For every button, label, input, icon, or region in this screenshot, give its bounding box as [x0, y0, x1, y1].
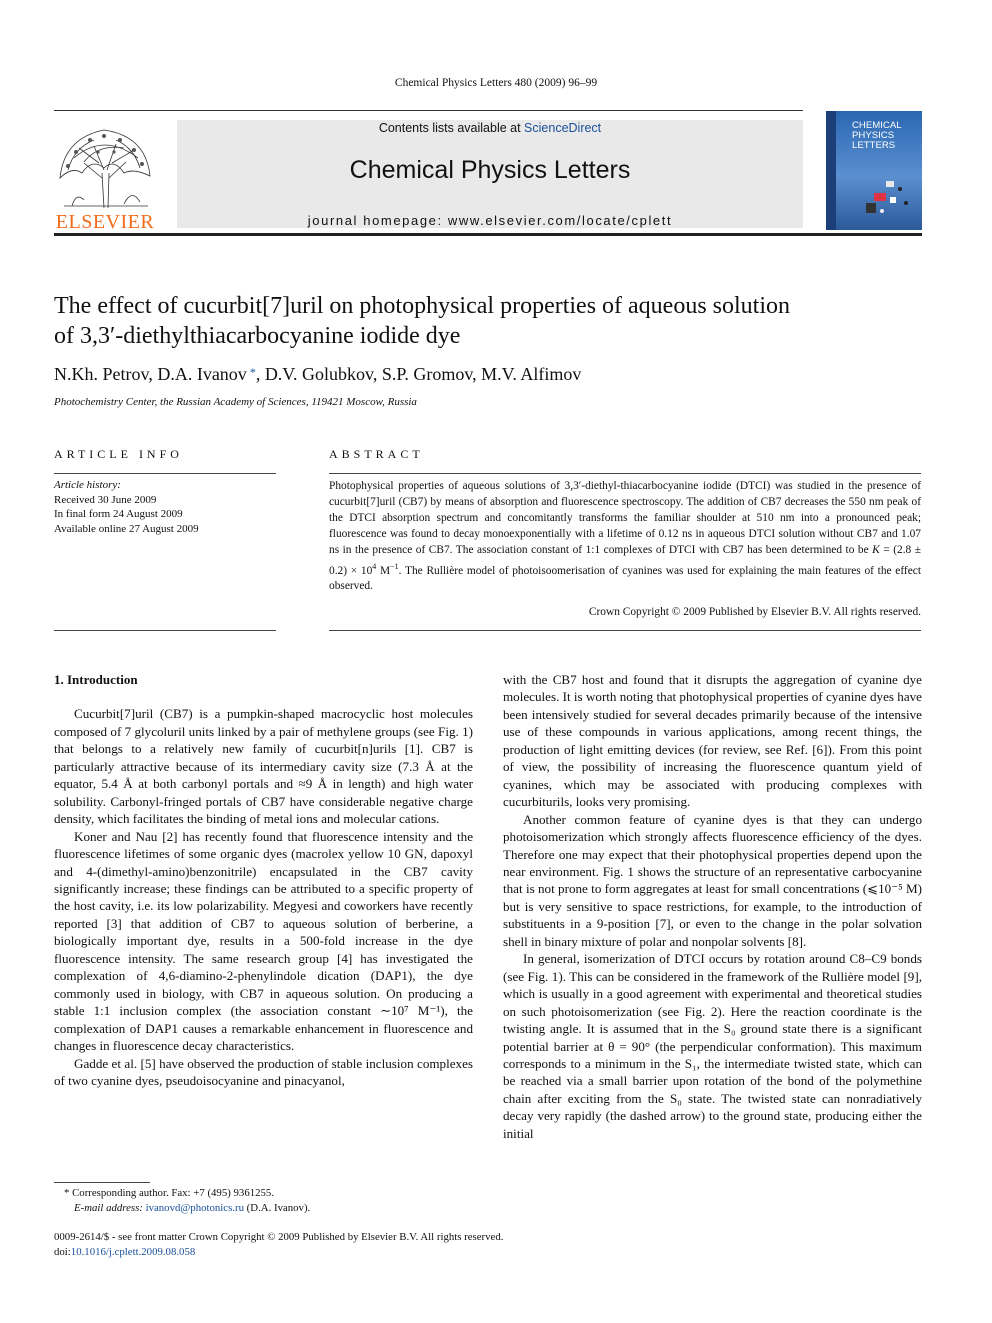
bottom-info: 0009-2614/$ - see front matter Crown Copyright © 2009 Published by Elsevier B.V. All rights reserved. doi:10.1016/j.cplett.2009.08.058 [54, 1231, 504, 1258]
section-heading-introduction: 1. Introduction [54, 672, 138, 687]
contents-prefix: Contents lists available at [378, 121, 525, 135]
contents-line [177, 121, 803, 135]
journal-name: Chemical Physics Letters [349, 156, 631, 184]
article-title: The effect of cucurbit[7]uril on photophysical properties of aqueous solution of 3,3′-diethylthiacarbocyanine iodide dye [54, 293, 791, 349]
cover-stripe [826, 111, 836, 230]
paragraph: Gadde et al. [5] have observed the production of stable inclusion complexes of two cyanine dyes, pseudoisocyanine and pinacyanol, [54, 1055, 473, 1088]
paragraph: Another common feature of cyanine dyes is that they can undergo photoisomerization which strongly affects fluorescence efficiency of the dyes. Therefore one may expect that their photophysical properties depend upon the near environment. Fig. 1 shows the structure of an representative carbocyanine that is not prone to form aggregates at least for small concentrations (⩽10⁻⁵ M) but is very sensitive to space restrictions, for example, to the introduction of substituents in a 9-position [7], or even to the change in the polar solvation shell in binary mixture of polar and nonpolar solvents [8]. [503, 811, 922, 949]
running-head: Chemical Physics Letters 480 (2009) 96–99 [394, 77, 598, 89]
article-info-rule-bottom [54, 630, 276, 631]
footnote: * Corresponding author. Fax: +7 (495) 9361255. E-mail address: ivanovd@photonics.ru (D.A. Ivanov). [64, 1187, 311, 1214]
header-rule-bottom [54, 233, 922, 236]
abstract-heading: ABSTRACT [329, 447, 424, 461]
corresponding-mark[interactable]: * [246, 365, 256, 379]
abstract-text: Photophysical properties of aqueous solutions of 3,3′-diethyl-thiacarbocyanine iodide (DTCI) was studied in the presence of cucurbit[7]uril (CB7) by means of absorption and fluorescence spectroscopy. The addition of CB7 decreases the 550 nm peak of the DTCI absorption spectrum and concomitantly transforms the familiar shoulder at 510 nm into a pronounced peak; fluorescence was found to decay monoexponentially with a lifetime of 0.12 ns in aqueous DTCI solution without CB7 and 1.07 ns in the presence of CB7. The association constant of 1:1 complexes of DTCI with CB7 has been determined to be $K = (2.8 \pm 0.2) \times 10^4$ $M^{-1}$. The Rullière model of photoisoomerisation of cyanines was used for explaining the main features of the effect observed. [329, 480, 922, 593]
doi-link[interactable]: 10.1016/j.cplett.2009.08.058 [70, 1245, 196, 1258]
abstract-copyright: Crown Copyright © 2009 Published by Elsevier B.V. All rights reserved. [588, 606, 921, 618]
email-link[interactable]: ivanovd@photonics.ru [145, 1201, 244, 1214]
paragraph: with the CB7 host and found that it disrupts the aggregation of cyanine dye molecules. It is worth noting that photophysical properties of cyanine dyes have been intensively studied for several decades primarily because of the intensive use of these compounds in various applications, among recent things, the production of light emitting devices (for review, see Ref. [6]). From this point of view, the possibility of increasing the fluorescence quantum yield of cyanines, which may be associated with producing complexes with cucurbiturils, looks very promising. [503, 672, 922, 810]
abstract-rule-bottom [329, 630, 921, 631]
journal-homepage[interactable]: journal homepage: www.elsevier.com/locate/cplett [307, 213, 673, 228]
header-rule-top [54, 110, 803, 111]
author-list: N.Kh. Petrov, D.A. Ivanov *, D.V. Golubkov, S.P. Gromov, M.V. Alfimov [54, 364, 582, 384]
article-info-rule [54, 473, 276, 474]
paragraph: Cucurbit[7]uril (CB7) is a pumpkin-shaped macrocyclic host molecules composed of 7 glycoluril units linked by a pair of methylene groups (see Fig. 1) that belongs to a relatively new family of cucurbit[n]urils [1]. CB7 is particularly attractive because of its intermediary cavity size (7.3 Å at the equator, 5.4 Å at both carbonyl portals and ≈9 Å in length) and high water solubility. Carbonyl-fringed portals of CB7 have considerable negative charge density, which facilitates the binding of metal ions and molecular cations. [54, 706, 473, 827]
abstract-rule [329, 473, 921, 474]
sciencedirect-link[interactable]: ScienceDirect [524, 121, 602, 135]
affiliation: Photochemistry Center, the Russian Academy of Sciences, 119421 Moscow, Russia [54, 396, 417, 408]
paragraph: In general, isomerization of DTCI occurs by rotation around C8–C9 bonds (see Fig. 1). This can be considered in the framework of the Rullière model [9], which is usually in a good agreement with experimental and theoretical studies on such photoisomerization (see Fig. 2). Here the reaction coordinate is the twisting angle. It is assumed that in the S₀ ground state there is a significant potential barrier at θ = 90° (the perpendicular conformation). This maximum corresponds to a minimum in the S₁, the intermediate twisted state, which can be reached via a small barrier upon rotation of the bond of the polymethine chain after exciting from the S₀ state. The twisted state can nonradiatively decay very rapidly (the dashed arrow) to the ground state, producing either the initial [503, 951, 922, 1141]
body-column-left [54, 671, 473, 1089]
paragraph: Koner and Nau [2] has recently found that fluorescence intensity and the fluorescence lifetimes of some organic dyes (macrolex yellow 10 GN, dapoxyl and 4-(dimethyl-amino)benzonitrile) encapsulated in the CB7 cavity significantly increase; these findings can be attributed to a specific property of the host cavity, i.e. its low polarizability. Megyesi and coworkers have recently reported [3] that addition of CB7 to aqueous solution of berberine, a biologically important dye, results in a 500-fold increase in the dye fluorescence intensity. The same research group [4] has investigated the complexation of 4,6-diamino-2-phenylindole dication (DAP1), the dye commonly used in biology, with CB7 in aqueous solution. On producing a stable 1:1 inclusion complex (the association constant ∼10⁷ M⁻¹), the complexation of DAP1 causes a remarkable enhancement in fluorescence and changes in fluorescence decay characteristics. [54, 828, 473, 1054]
elsevier-wordmark: ELSEVIER [55, 211, 155, 233]
cover-title: CHEMICAL PHYSICS LETTERS [852, 120, 902, 151]
footnote-rule [54, 1182, 150, 1183]
body-column-right [503, 671, 922, 1142]
article-history: Article history: Received 30 June 2009 In final form 24 August 2009 Available online 27 August 2009 [54, 479, 199, 535]
article-info-heading: ARTICLE INFO [54, 447, 183, 461]
